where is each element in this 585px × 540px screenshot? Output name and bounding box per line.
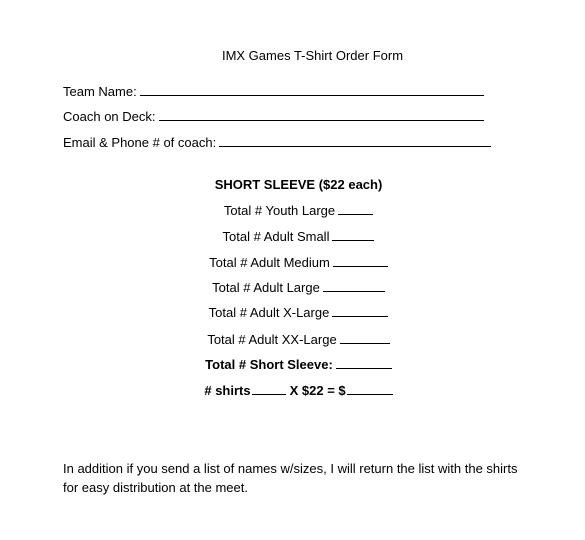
adult-xx-large-blank[interactable] — [340, 342, 390, 344]
size-row-label: Total # Adult X-Large — [208, 305, 330, 320]
coach-on-deck-blank[interactable] — [159, 119, 484, 121]
total-short-sleeve-label: Total # Short Sleeve: — [205, 357, 333, 372]
size-row-label: Total # Youth Large — [223, 203, 336, 218]
distribution-note — [63, 459, 543, 497]
team-name-blank[interactable] — [140, 94, 484, 96]
size-row-adult-small — [0, 229, 585, 244]
coach-contact-label: Email & Phone # of coach: — [63, 135, 217, 150]
short-sleeve-heading-text: SHORT SLEEVE ($22 each) — [214, 177, 383, 192]
short-sleeve-heading — [0, 177, 585, 192]
adult-medium-blank[interactable] — [333, 265, 388, 267]
shirt-count-blank[interactable] — [252, 393, 286, 395]
form-title: IMX Games T-Shirt Order Form — [221, 48, 404, 63]
adult-x-large-blank[interactable] — [332, 315, 388, 317]
size-row-adult-medium — [0, 255, 585, 270]
size-row-label: Total # Adult Medium — [209, 255, 330, 270]
total-short-sleeve-blank[interactable] — [336, 367, 392, 369]
note-line: In addition if you send a list of names w/sizes, I will return the list with the shirts — [63, 461, 518, 476]
adult-large-blank[interactable] — [323, 290, 385, 292]
adult-small-blank[interactable] — [332, 239, 374, 241]
size-row-adult-x-large — [0, 305, 585, 320]
total-short-sleeve-row — [0, 357, 585, 372]
size-row-youth-large — [0, 203, 585, 218]
cost-multiplier-text: X $22 = $ — [289, 383, 346, 398]
shirt-cost-calc-row — [0, 383, 585, 398]
coach-on-deck-field — [63, 109, 484, 124]
size-row-label: Total # Adult Small — [222, 229, 330, 244]
team-name-field — [63, 84, 484, 99]
coach-contact-blank[interactable] — [219, 145, 491, 147]
shirt-count-label: # shirts — [204, 383, 251, 398]
team-name-label: Team Name: — [63, 84, 137, 99]
note-line: for easy distribution at the meet. — [63, 480, 248, 495]
size-row-adult-large — [0, 280, 585, 295]
coach-contact-field — [63, 135, 491, 150]
total-cost-blank[interactable] — [347, 393, 393, 395]
youth-large-blank[interactable] — [338, 213, 373, 215]
size-row-adult-xx-large — [0, 332, 585, 347]
size-row-label: Total # Adult Large — [212, 280, 320, 295]
coach-on-deck-label: Coach on Deck: — [63, 109, 156, 124]
size-row-label: Total # Adult XX-Large — [207, 332, 337, 347]
